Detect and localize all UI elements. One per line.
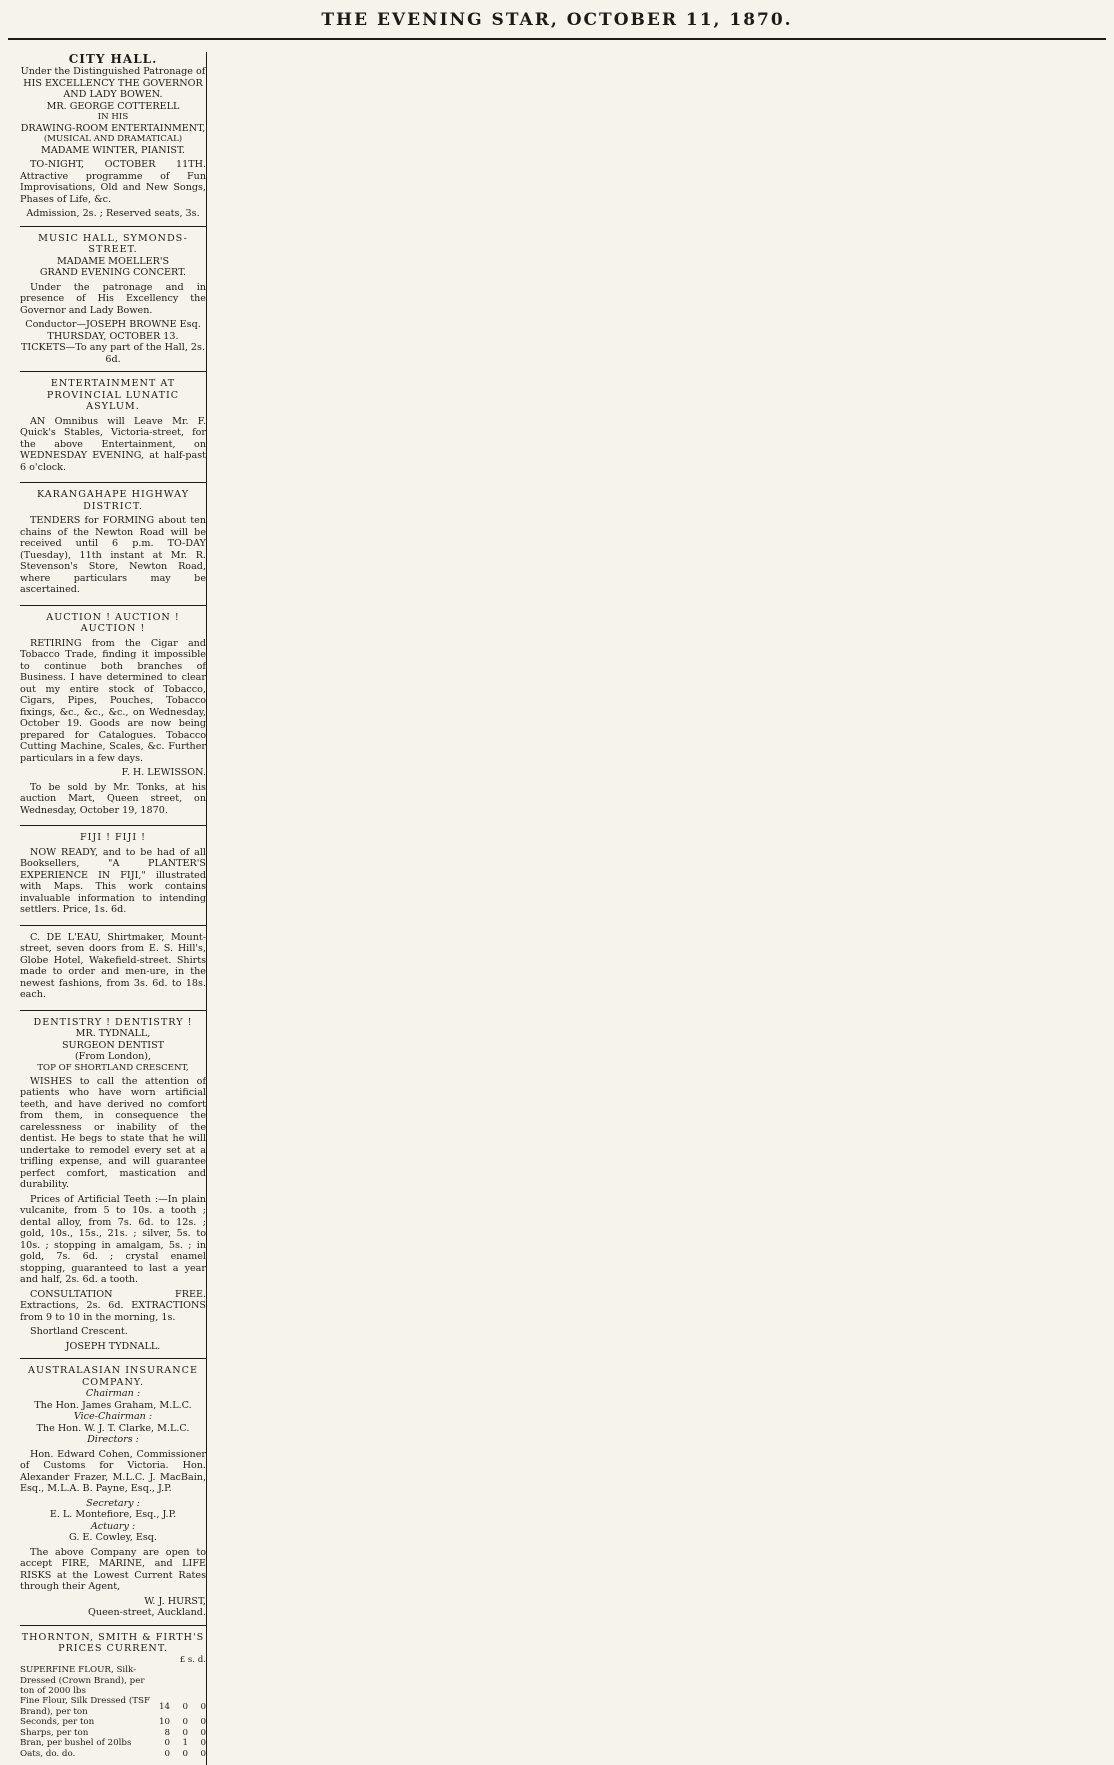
price-row [20,1738,206,1748]
ad-body: Under the patronage and in presence of His Excellency the Governor and Lady Bowen. [20,281,206,316]
ad-body: Prices of Artificial Teeth :—In plain vulcanite, from 5 to 10s. a tooth ; dental alloy, from 7s. 6d. to 12s. ; gold, 10s., 15s., 21s. ; silver, 5s. to 10s. ; stopping in amalgam, 5s. ; in gold, 7s. 6d. ; crystal enamel stopping, guaranteed to last a year and half, 2s. 6d. a tooth. [20,1193,206,1286]
ad-line: (From London), [74,1051,152,1063]
price-item: Oats, do. do. [20,1748,76,1759]
ad-body: To be sold by Mr. Tonks, at his auction Mart, Queen street, on Wednesday, October 19, 1870. [20,781,206,816]
price-item: Fine Flour, Silk Dressed (TSF Brand), per ton [20,1696,150,1717]
price-l: 14 [158,1701,170,1712]
ad-heading: ENTERTAINMENT AT PROVINCIAL LUNATIC ASYLUM. [46,378,180,413]
ad-city-hall [20,52,206,227]
ad-label: Actuary : [90,1520,136,1532]
ad-line: G. E. Cowley, Esq. [69,1532,157,1544]
ad-label: Vice-Chairman : [73,1411,153,1423]
ad-line: Under the Distinguished Patronage of [20,66,206,78]
ad-line: THURSDAY, OCTOBER 13. [47,330,179,342]
ad-signature: W. J. HURST, [144,1595,206,1607]
ad-heading: FIJI ! FIJI ! [79,832,147,844]
ad-signature: JOSEPH TYDNALL. [65,1340,161,1352]
ad-karangahape [20,489,206,606]
price-l [152,1665,170,1696]
price-l: 10 [158,1717,170,1728]
ad-line: MADAME MOELLER'S [56,255,170,267]
price-d: 0 [200,1748,206,1759]
ad-heading: THORNTON, SMITH & FIRTH'S PRICES CURRENT. [21,1631,205,1655]
price-s: 1 [182,1738,188,1749]
ad-body: AN Omnibus will Leave Mr. F. Quick's Stables, Victoria-street, for the above Entertainment, on WEDNESDAY EVENING, at half-past 6 o'clock. [20,415,206,473]
ad-body: CONSULTATION FREE. Extractions, 2s. 6d. EXTRACTIONS from 9 to 10 in the morning, 1s. [20,1288,206,1323]
price-d [188,1665,206,1696]
ad-line: The Hon. W. J. T. Clarke, M.L.C. [36,1422,190,1434]
ad-dentistry [20,1017,206,1360]
ad-music-hall [20,233,206,373]
ad-auction [20,612,206,827]
ad-body: C. DE L'EAU, Shirtmaker, Mount-street, seven doors from E. S. Hill's, Globe Hotel, Wakefield-street. Shirts made to order and men-ure, in the newest fashions, from 3s. 6d. to 18s. each. [20,931,206,1001]
price-d: 0 [200,1738,206,1749]
ad-asylum [20,378,206,483]
ad-line: (MUSICAL AND DRAMATICAL) [43,134,183,145]
price-l: 0 [164,1738,170,1749]
price-row [20,1665,206,1696]
masthead-rule [8,38,1106,40]
ad-heading: AUSTRALASIAN INSURANCE COMPANY. [28,1365,198,1388]
price-table [20,1665,206,1759]
price-l: 0 [164,1748,170,1759]
masthead [0,0,1114,40]
masthead-title: THE EVENING STAR, OCTOBER 11, 1870. [321,10,793,30]
price-row [20,1696,206,1717]
ad-body: Hon. Edward Cohen, Commissioner of Customs for Victoria. Hon. Alexander Frazer, M.L.C. J. MacBain, Esq., M.L.A. B. Payne, Esq., J.P. [20,1448,206,1495]
ad-body: The above Company are open to accept FIRE, MARINE, and LIFE RISKS at the Lowest Current Rates through their Agent, [20,1546,206,1593]
price-row [20,1717,206,1727]
ad-line: TICKETS—To any part of the Hall, 2s. 6d. [21,342,205,365]
ad-line: TOP OF SHORTLAND CRESCENT, [37,1062,189,1073]
ad-de-leau [20,932,206,1011]
ad-heading: MUSIC HALL, SYMONDS-STREET. [38,232,188,256]
price-s: 0 [182,1701,188,1712]
price-item: Sharps, per ton [20,1727,89,1738]
price-d: 0 [200,1701,206,1712]
ad-line: GRAND EVENING CONCERT. [39,267,187,279]
column-1 [20,52,207,1765]
ad-body: NOW READY, and to be had of all Booksellers, "A PLANTER'S EXPERIENCE IN FIJI," illustrated with Maps. This work contains invaluable information to intending settlers. Price, 1s. 6d. [20,846,206,916]
ad-line: Conductor—JOSEPH BROWNE Esq. [25,319,201,331]
ad-body: Shortland Crescent. [30,1326,128,1338]
ad-fiji [20,832,206,926]
price-item: SUPERFINE FLOUR, Silk-Dressed (Crown Brand), per ton of 2000 lbs [20,1665,145,1697]
price-d: 0 [200,1727,206,1738]
price-l: 8 [164,1727,170,1738]
ad-line: E. L. Montefiore, Esq., J.P. [49,1509,177,1521]
ad-line: MADAME WINTER, PIANIST. [41,144,185,156]
price-item: Bran, per bushel of 20lbs [20,1738,132,1749]
ad-body: RETIRING from the Cigar and Tobacco Trade, finding it impossible to continue both branches of Business. I have determined to clear out my entire stock of Tobacco, Cigars, Pipes, Pouches, Tobacco fixings, &c., &c., &c., on Wednesday, October 19. Goods are now being prepared for Catalogues. Tobacco Cutting Machine, Scales, &c. Further particulars in a few days. [20,637,206,764]
ad-signature: F. H. LEWISSON. [121,767,206,779]
price-s: 0 [182,1727,188,1738]
price-row [20,1749,206,1759]
ad-label: Secretary : [86,1497,140,1509]
ad-signature: Queen-street, Auckland. [88,1607,206,1619]
ad-currency-label: £ s. d. [179,1654,206,1665]
ad-body: TENDERS for FORMING about ten chains of the Newton Road will be received until 6 p.m. TO-DAY (Tuesday), 11th instant at Mr. R. Stevenson's Store, Newton Road, where particulars may be ascertained. [20,515,206,596]
ad-heading: AUCTION ! AUCTION ! AUCTION ! [46,611,180,635]
price-row [20,1728,206,1738]
ad-thornton [20,1632,206,1765]
ad-label: Chairman : [85,1388,141,1400]
ad-label: Directors : [87,1434,139,1446]
ad-line: MR. TYDNALL, [75,1028,151,1040]
ad-line: SURGEON DENTIST [61,1039,165,1051]
price-d: 0 [200,1717,206,1728]
ad-insurance [20,1365,206,1626]
price-s [170,1665,188,1696]
ad-line: DRAWING-ROOM ENTERTAINMENT, [20,122,206,134]
ad-body: TO-NIGHT, OCTOBER 11TH. Attractive programme of Fun Improvisations, Old and New Songs, Phases of Life, &c. [20,159,206,205]
ad-line: IN HIS [97,112,129,123]
ad-heading: DENTISTRY ! DENTISTRY ! [33,1016,193,1028]
ad-line: MR. GEORGE COTTERELL [46,100,180,112]
ad-line: HIS EXCELLENCY THE GOVERNOR AND LADY BOWEN. [23,77,203,101]
price-s: 0 [182,1748,188,1759]
ad-heading: KARANGAHAPE HIGHWAY DISTRICT. [36,489,190,512]
ad-line: Admission, 2s. ; Reserved seats, 3s. [26,208,200,220]
price-item: Seconds, per ton [20,1717,95,1728]
ad-body: WISHES to call the attention of patients who have worn artificial teeth, and have derived no comfort from them, in consequence the carelessness or inability of the dentist. He begs to state that he will undertake to remodel every set at a trifling expense, and will guarantee perfect comfort, mastication and durability. [20,1075,206,1191]
ad-heading: CITY HALL. [68,52,158,66]
ad-line: The Hon. James Graham, M.L.C. [34,1399,192,1411]
price-s: 0 [182,1717,188,1728]
